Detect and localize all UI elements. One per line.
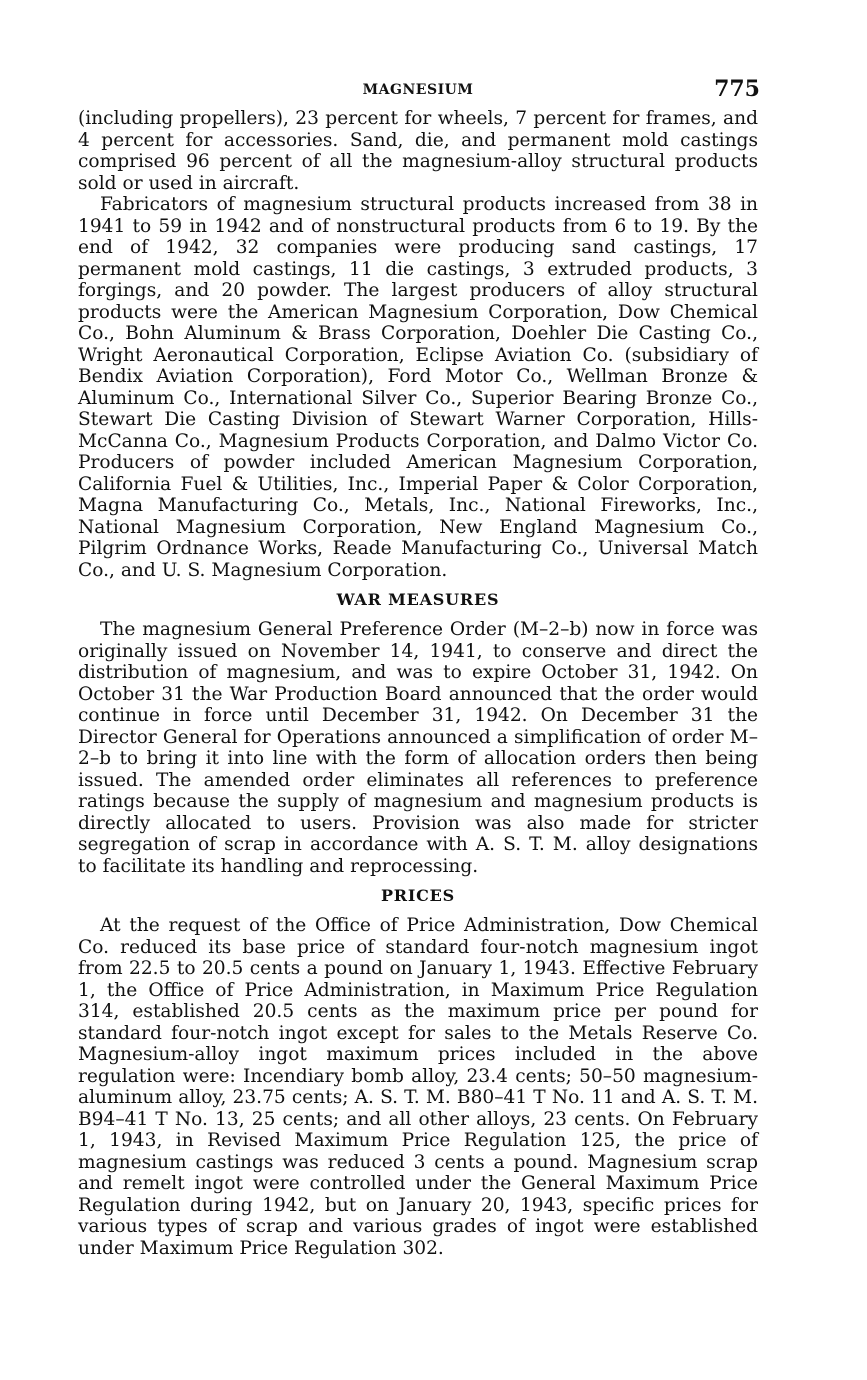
paragraph-continued: (including propellers), 23 percent for wheels, 7 percent for frames, and 4 percent for accessories. Sand, die, and permanent mold castings comprised 96 percent of all the magnesium-alloy structural products sold or used in aircraft.	[78, 108, 758, 194]
running-title: MAGNESIUM	[362, 82, 474, 98]
running-header	[78, 72, 758, 108]
heading-prices: PRICES	[380, 886, 456, 905]
paragraph-prices: At the request of the Office of Price Administration, Dow Chemical Co. reduced its base price of standard four-notch magnesium ingot from 22.5 to 20.5 cents a pound on January 1, 1943. Effective February 1, the Office of Price Administration, in Maximum Price Regulation 314, established 20.5 cents as the maximum price per pound for standard four-notch ingot except for sales to the Metals Reserve Co. Magnesium-alloy ingot maximum prices included in the above regulation were: Incendiary bomb alloy, 23.4 cents; 50–50 magnesium-aluminum alloy, 23.75 cents; A. S. T. M. B80–41 T No. 11 and A. S. T. M. B94–41 T No. 13, 25 cents; and all other alloys, 23 cents. On February 1, 1943, in Revised Maximum Price Regulation 125, the price of magnesium castings was reduced 3 cents a pound. Magnesium scrap and remelt ingot were controlled under the General Maximum Price Regulation during 1942, but on January 20, 1943, specific prices for various types of scrap and various grades of ingot were established under Maximum Price Regulation 302.	[78, 915, 758, 1259]
paragraph-war-measures: The magnesium General Preference Order (M–2–b) now in force was originally issued on November 14, 1941, to conserve and direct the distribution of magnesium, and was to expire October 31, 1942. On October 31 the War Production Board announced that the order would continue in force until December 31, 1942. On December 31 the Director General for Operations announced a simplification of order M–2–b to bring it into line with the form of allocation orders then being issued. The amended order eliminates all references to preference ratings because the supply of magnesium and magnesium products is directly allocated to users. Provision was also made for stricter segregation of scrap in accordance with A. S. T. M. alloy designations to facilitate its handling and reprocessing.	[78, 619, 758, 877]
heading-war-measures: WAR MEASURES	[336, 590, 500, 609]
document-page	[78, 72, 758, 1259]
paragraph-fabricators: Fabricators of magnesium structural products increased from 38 in 1941 to 59 in 1942 and of nonstructural products from 6 to 19. By the end of 1942, 32 companies were producing sand castings, 17 permanent mold castings, 11 die castings, 3 extruded products, 3 forgings, and 20 powder. The largest producers of alloy structural products were the American Magnesium Corporation, Dow Chemical Co., Bohn Aluminum & Brass Corporation, Doehler Die Casting Co., Wright Aeronautical Corporation, Eclipse Aviation Co. (subsidiary of Bendix Aviation Corporation), Ford Motor Co., Wellman Bronze & Aluminum Co., International Silver Co., Superior Bearing Bronze Co., Stewart Die Casting Division of Stewart Warner Corporation, Hills-McCanna Co., Magnesium Products Corporation, and Dalmo Victor Co. Producers of powder included American Magnesium Corporation, California Fuel & Utilities, Inc., Imperial Paper & Color Corporation, Magna Manufacturing Co., Metals, Inc., National Fireworks, Inc., National Magnesium Corporation, New England Magnesium Co., Pilgrim Ordnance Works, Reade Manufacturing Co., Universal Match Co., and U. S. Magnesium Corporation.	[78, 194, 758, 581]
page-number: 775	[714, 76, 760, 102]
